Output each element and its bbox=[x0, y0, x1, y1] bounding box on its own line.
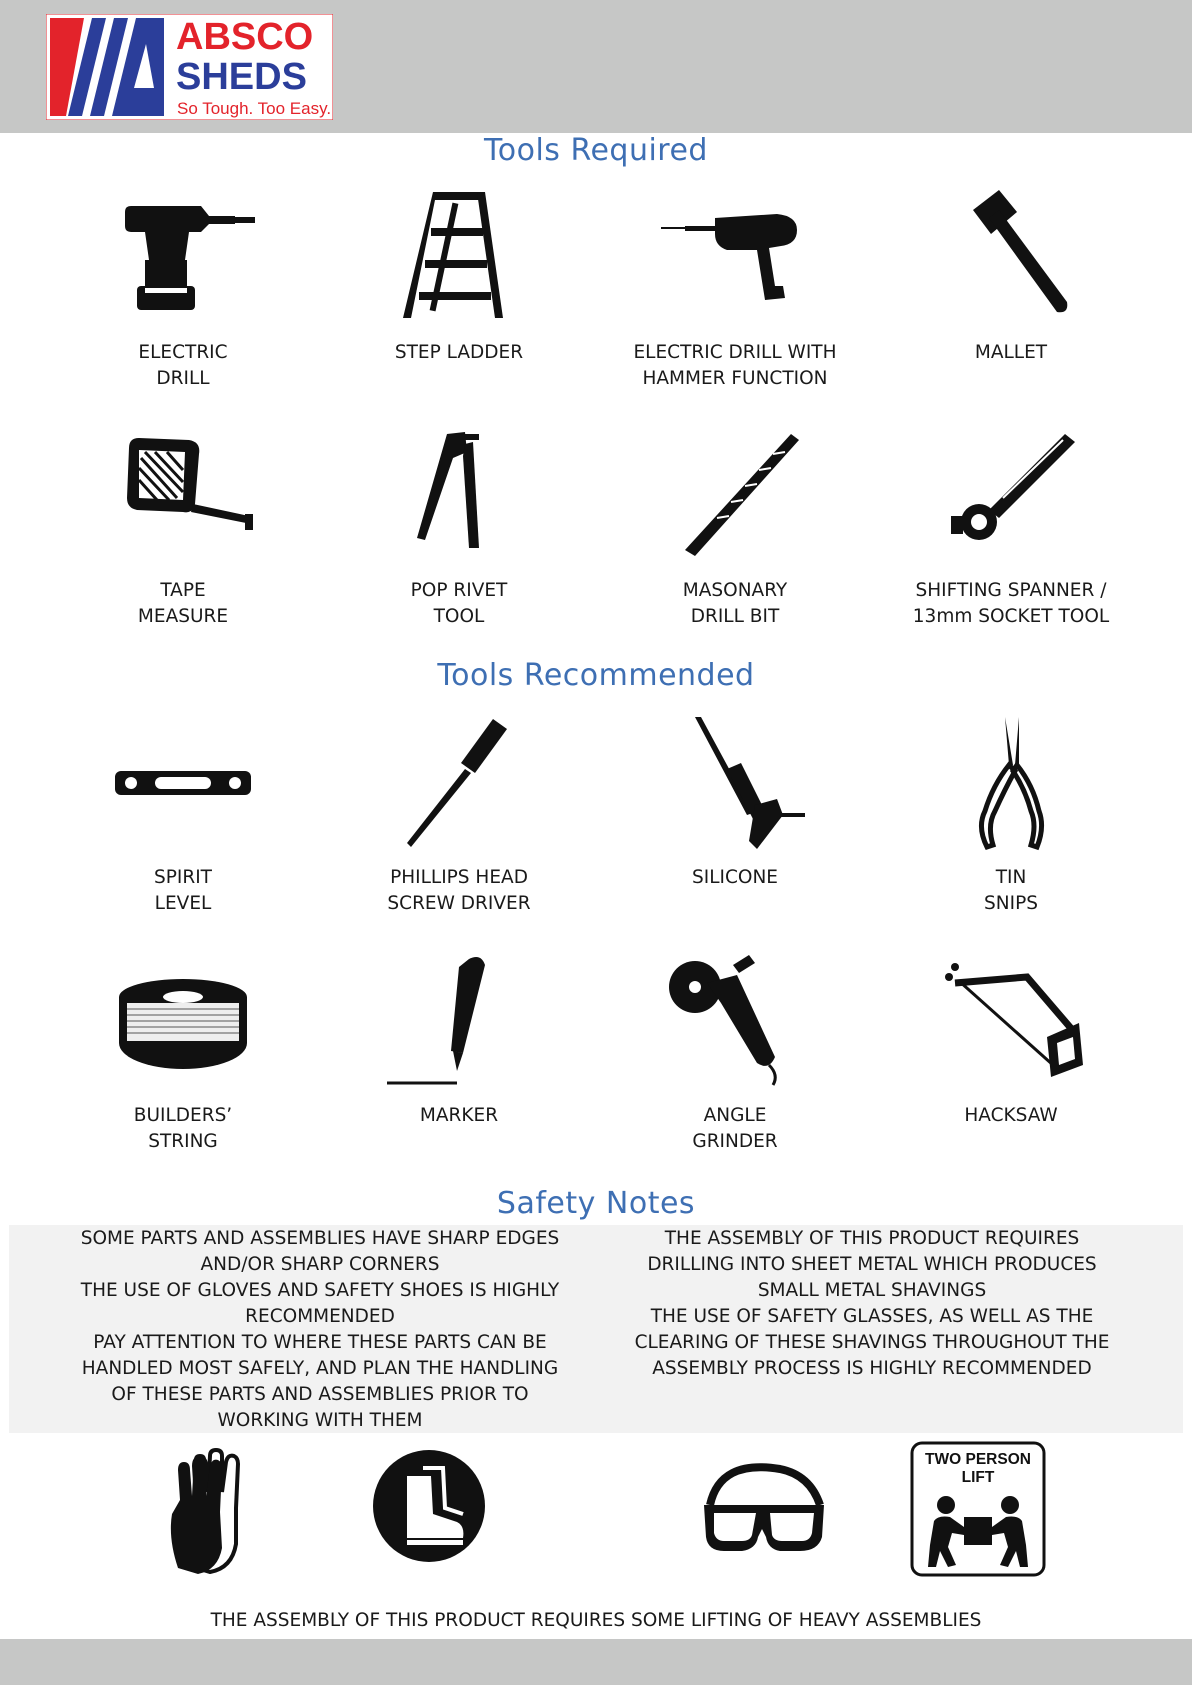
tool-label: HACKSAW bbox=[964, 1105, 1058, 1126]
tool-label: ELECTRIC DRILL bbox=[138, 342, 228, 389]
safety-line: THE ASSEMBLY OF THIS PRODUCT REQUIRES bbox=[664, 1228, 1080, 1249]
tool-label: STEP LADDER bbox=[394, 342, 524, 363]
cordless-drill-icon bbox=[105, 190, 261, 330]
pop-rivet-tool-icon bbox=[381, 428, 537, 568]
tool-label: TIN SNIPS bbox=[984, 867, 1038, 914]
socket-spanner-icon bbox=[933, 428, 1089, 568]
safety-line: WORKING WITH THEM bbox=[217, 1410, 423, 1431]
heavy-lifting-note: THE ASSEMBLY OF THIS PRODUCT REQUIRES SOME LIFTING OF HEAVY ASSEMBLIES bbox=[210, 1610, 982, 1631]
tool-label: ANGLE GRINDER bbox=[692, 1105, 778, 1152]
safety-line: OF THESE PARTS AND ASSEMBLIES PRIOR TO bbox=[111, 1384, 529, 1405]
tool-label: TAPE MEASURE bbox=[137, 580, 229, 627]
safety-line: DRILLING INTO SHEET METAL WHICH PRODUCES bbox=[647, 1254, 1097, 1275]
step-ladder-icon bbox=[381, 190, 537, 330]
two-person-lift-text: TWO PERSON LIFT bbox=[925, 1451, 1031, 1486]
tools-required-title: Tools Required bbox=[484, 133, 708, 168]
tool-label: BUILDERS’ STRING bbox=[133, 1105, 233, 1152]
hammer-drill-icon bbox=[657, 190, 813, 330]
screwdriver-icon bbox=[381, 715, 537, 855]
tin-snips-icon bbox=[933, 715, 1089, 855]
safety-boots-icon bbox=[373, 1450, 485, 1562]
brand-line-2: SHEDS bbox=[176, 56, 307, 98]
spirit-level-icon bbox=[105, 715, 261, 855]
tool-label: SPIRIT LEVEL bbox=[154, 867, 212, 914]
absco-logo bbox=[46, 14, 333, 120]
tool-label: PHILLIPS HEAD SCREW DRIVER bbox=[387, 867, 531, 914]
silicone-gun-icon bbox=[657, 715, 813, 855]
tool-label: POP RIVET TOOL bbox=[410, 580, 508, 627]
angle-grinder-icon bbox=[657, 953, 813, 1093]
safety-line: THE USE OF SAFETY GLASSES, AS WELL AS THE bbox=[650, 1306, 1094, 1327]
safety-line: RECOMMENDED bbox=[245, 1306, 395, 1327]
brand-line-1: ABSCO bbox=[176, 16, 314, 58]
safety-line: THE USE OF GLOVES AND SAFETY SHOES IS HIGHLY bbox=[80, 1280, 560, 1301]
footer-band bbox=[0, 1639, 1192, 1685]
marker-icon bbox=[381, 953, 537, 1093]
safety-line: ASSEMBLY PROCESS IS HIGHLY RECOMMENDED bbox=[652, 1358, 1092, 1379]
tool-label: MALLET bbox=[974, 342, 1048, 363]
tools-recommended-title: Tools Recommended bbox=[437, 658, 755, 693]
safety-line: AND/OR SHARP CORNERS bbox=[200, 1254, 440, 1275]
safety-line: CLEARING OF THESE SHAVINGS THROUGHOUT THE bbox=[634, 1332, 1110, 1353]
safety-notes-right bbox=[612, 1226, 1132, 1382]
brand-tagline: So Tough. Too Easy. bbox=[177, 99, 332, 118]
two-person-lift-sign bbox=[910, 1441, 1046, 1577]
tool-label: SILICONE bbox=[692, 867, 778, 888]
safety-line: HANDLED MOST SAFELY, AND PLAN THE HANDLING bbox=[81, 1358, 559, 1379]
string-spool-icon bbox=[105, 953, 261, 1093]
safety-line: PAY ATTENTION TO WHERE THESE PARTS CAN BE bbox=[93, 1332, 547, 1353]
safety-glasses-icon bbox=[700, 1455, 828, 1557]
tool-label: ELECTRIC DRILL WITH HAMMER FUNCTION bbox=[633, 342, 837, 389]
safety-notes-title: Safety Notes bbox=[496, 1186, 696, 1221]
safety-gloves-icon bbox=[170, 1448, 260, 1574]
safety-line: SMALL METAL SHAVINGS bbox=[757, 1280, 987, 1301]
tool-label: SHIFTING SPANNER / 13mm SOCKET TOOL bbox=[912, 580, 1110, 627]
safety-notes-left bbox=[60, 1226, 580, 1434]
mallet-icon bbox=[933, 190, 1089, 330]
hacksaw-icon bbox=[933, 953, 1089, 1093]
masonry-drill-bit-icon bbox=[657, 428, 813, 568]
tool-label: MARKER bbox=[419, 1105, 499, 1126]
tape-measure-icon bbox=[105, 428, 261, 568]
safety-line: SOME PARTS AND ASSEMBLIES HAVE SHARP EDGES bbox=[80, 1228, 560, 1249]
tool-label: MASONARY DRILL BIT bbox=[682, 580, 788, 627]
